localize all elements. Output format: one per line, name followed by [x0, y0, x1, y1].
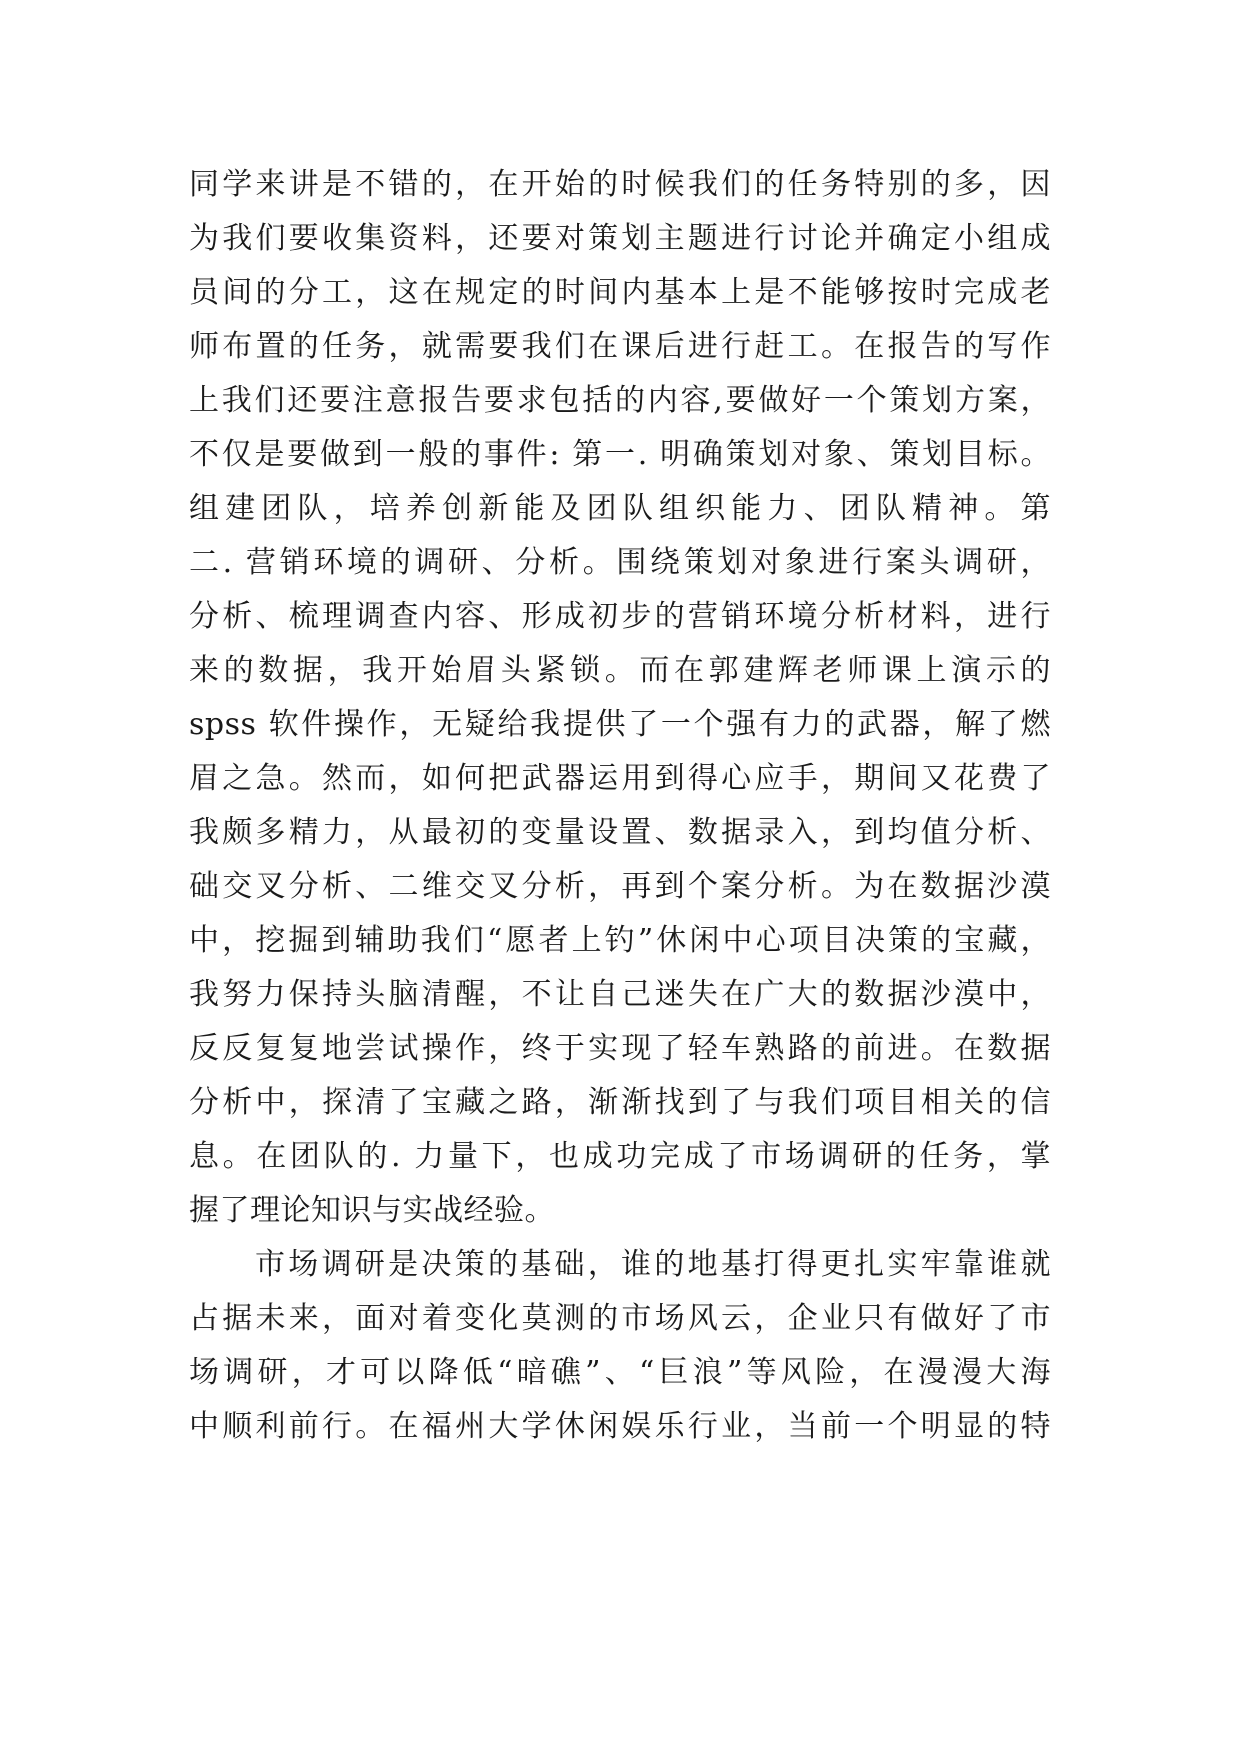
paragraph-2 [189, 1238, 1051, 1454]
text-line: 师布置的任务，就需要我们在课后进行赶工。在报告的写作 [189, 329, 1051, 364]
text-line: 员间的分工，这在规定的时间内基本上是不能够按时完成老 [189, 275, 1051, 310]
text-line: 息。在团队的. 力量下，也成功完成了市场调研的任务，掌 [189, 1139, 1051, 1174]
text-line: 占据未来，面对着变化莫测的市场风云，企业只有做好了市 [189, 1301, 1051, 1336]
text-line: 市场调研是决策的基础，谁的地基打得更扎实牢靠谁就 [255, 1247, 1051, 1282]
text-line: 来的数据，我开始眉头紧锁。而在郭建辉老师课上演示的 [189, 653, 1051, 688]
text-line: 中顺利前行。在福州大学休闲娱乐行业，当前一个明显的特 [189, 1409, 1051, 1444]
text-line: 同学来讲是不错的，在开始的时候我们的任务特别的多，因 [189, 167, 1051, 202]
text-line: 中，挖掘到辅助我们“愿者上钓”休闲中心项目决策的宝藏， [189, 923, 1051, 958]
text-line: 不仅是要做到一般的事件: 第一. 明确策划对象、策划目标。 [189, 437, 1051, 472]
text-line: spss 软件操作，无疑给我提供了一个强有力的武器，解了燃 [189, 707, 1051, 742]
text-line: 组建团队，培养创新能及团队组织能力、团队精神。第 [189, 491, 1051, 526]
text-line: 上我们还要注意报告要求包括的内容,要做好一个策划方案， [189, 383, 1051, 418]
text-line: 分析、梳理调查内容、形成初步的营销环境分析材料，进行 [189, 599, 1051, 634]
text-line: 为我们要收集资料，还要对策划主题进行讨论并确定小组成 [189, 221, 1051, 256]
text-line: 础交叉分析、二维交叉分析，再到个案分析。为在数据沙漠 [189, 869, 1051, 904]
paragraph-1 [189, 158, 1051, 1238]
text-line: 分析中，探清了宝藏之路，渐渐找到了与我们项目相关的信 [189, 1085, 1051, 1120]
text-line: 握了理论知识与实战经验。 [189, 1193, 555, 1228]
text-line: 二. 营销环境的调研、分析。围绕策划对象进行案头调研， [189, 545, 1051, 580]
text-line: 眉之急。然而，如何把武器运用到得心应手，期间又花费了 [189, 761, 1051, 796]
body-text [189, 158, 1051, 1454]
text-line: 场调研，才可以降低“暗礁”、“巨浪”等风险，在漫漫大海 [189, 1355, 1051, 1390]
text-line: 我颇多精力，从最初的变量设置、数据录入，到均值分析、 [189, 815, 1051, 850]
text-line: 反反复复地尝试操作，终于实现了轻车熟路的前进。在数据 [189, 1031, 1051, 1066]
text-line: 我努力保持头脑清醒，不让自己迷失在广大的数据沙漠中， [189, 977, 1051, 1012]
